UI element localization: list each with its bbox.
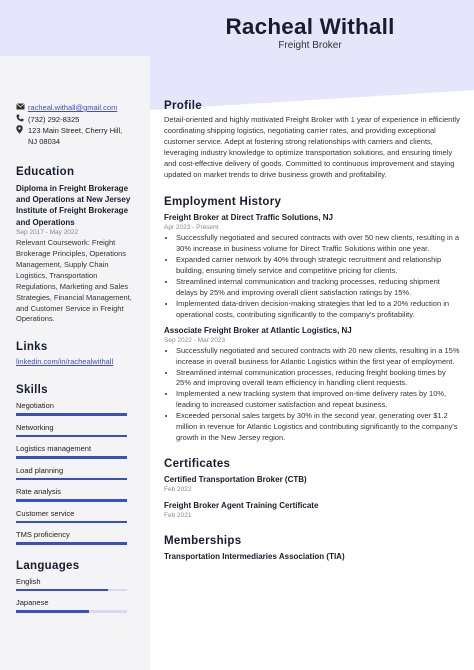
level-bar-track (16, 589, 127, 592)
certificate-title: Certified Transportation Broker (CTB) (164, 474, 307, 484)
skill-item (16, 423, 136, 445)
contact-address-row (16, 125, 136, 147)
envelope-icon (16, 102, 28, 113)
level-bar-track (16, 610, 127, 613)
contact-email-row (16, 102, 136, 113)
level-bar-fill (16, 413, 127, 416)
level-bar-track (16, 499, 127, 502)
languages-heading: Languages (16, 559, 80, 572)
candidate-title: Freight Broker (278, 40, 342, 51)
skills-heading: Skills (16, 384, 48, 397)
job-bullet: • Streamlined internal communication processes, reducing freight booking times by 25% and improving overall team efficiency in handling client requests. (176, 368, 460, 390)
language-item (16, 598, 136, 620)
address-line2: NJ 08034 (28, 137, 61, 146)
phone-number: (732) 292-8325 (28, 114, 80, 124)
certificate-title: Freight Broker Agent Training Certificate (164, 500, 319, 510)
level-bar-track (16, 456, 127, 459)
email-link[interactable]: racheal.withall@gmail.com (28, 103, 118, 112)
level-bar-track (16, 542, 127, 545)
language-item (16, 577, 136, 599)
certificate-date: Feb 2022 (164, 485, 192, 493)
languages-list (16, 577, 136, 620)
language-label: English (16, 576, 41, 586)
job-dates: Sep 2022 - Mar 2023 (164, 336, 226, 344)
sidebar-content (16, 102, 136, 620)
level-bar-fill (16, 456, 127, 459)
job-entry (164, 212, 460, 320)
language-label: Japanese (16, 598, 49, 608)
level-bar-fill (16, 589, 108, 592)
level-bar-fill (16, 435, 127, 438)
links-heading: Links (16, 341, 48, 354)
main-content (164, 100, 460, 562)
job-bullet: • Successfully negotiated and secured contracts with over 50 new clients, resulting in a 30% increase in business volume for Direct Traffic Solutions within one year. (176, 233, 460, 255)
contact-phone-row (16, 114, 136, 125)
level-bar-track (16, 435, 127, 438)
skill-label: Customer service (16, 508, 75, 518)
job-bullet: • Implemented data-driven decision-making strategies that led to a 20% reduction in operational costs, contributing significantly to the company's profitability. (176, 299, 460, 321)
skill-label: Rate analysis (16, 487, 62, 497)
job-bullet: • Exceeded personal sales targets by 30% in the second year, generating over $1.2 million in revenue for Atlantic Logistics and contributing significantly to the company's growth in the New Jersey region. (176, 411, 460, 444)
candidate-name: Racheal Withall (225, 14, 395, 39)
job-bullet: • Successfully negotiated and secured contracts with 20 new clients, resulting in a 15% increase in overall business for Atlantic Logistics within the first year of employment. (176, 346, 460, 368)
job-title: Freight Broker at Direct Traffic Solutions, NJ (164, 213, 333, 223)
memberships-heading: Memberships (164, 534, 242, 547)
membership-item: Transportation Intermediaries Association (TIA) (164, 551, 345, 561)
job-bullets (164, 233, 460, 320)
address (28, 125, 122, 147)
profile-text: Detail-oriented and highly motivated Freight Broker with 1 year of experience in efficiently coordinating shipping logistics, negotiating carrier rates, and providing exceptional customer service. Adept at fostering strong relationships with carriers and clients, leveraging industry knowledge to optimize transportation solutions, and ensuring timely and cost-effective delivery of goods. Committed to continuous improvement and staying updated on market trends to drive business growth and profitability. (164, 115, 460, 179)
skill-item (16, 444, 136, 466)
certificates-heading: Certificates (164, 457, 231, 470)
education-coursework: Relevant Coursework: Freight Brokerage Principles, Operations Management, Supply Chain Logistics, Transportation Regulations, Marketing and Sales Strategies, Financial Management, and Customer Service in Freight Operations. (16, 238, 132, 324)
education-dates: Sep 2017 - May 2022 (16, 229, 79, 237)
skill-item (16, 401, 136, 423)
job-entry (164, 325, 460, 444)
skill-item (16, 466, 136, 488)
skill-label: TMS proficiency (16, 530, 70, 540)
job-bullet: • Implemented a new tracking system that improved on-time delivery rates by 10%, leading to increased customer satisfaction and repeat business. (176, 389, 460, 411)
job-dates: Apr 2023 - Present (164, 224, 219, 232)
level-bar-fill (16, 610, 89, 613)
certificate-date: Feb 2021 (164, 511, 192, 519)
job-title: Associate Freight Broker at Atlantic Logistics, NJ (164, 325, 352, 335)
skills-list (16, 401, 136, 552)
phone-icon (16, 114, 28, 125)
job-bullet: • Streamlined internal communication and tracking processes, reducing shipment delays by 25% and improving overall client satisfaction ratings by 15%. (176, 277, 460, 299)
location-pin-icon (16, 125, 28, 137)
level-bar-fill (16, 478, 127, 481)
skill-label: Networking (16, 422, 54, 432)
level-bar-fill (16, 521, 127, 524)
level-bar-track (16, 478, 127, 481)
level-bar-fill (16, 542, 127, 545)
job-bullet: • Expanded carrier network by 40% through strategic recruitment and relationship building, ensuring timely service and competitive pricing for clients. (176, 255, 460, 277)
level-bar-fill (16, 499, 127, 502)
level-bar-track (16, 521, 127, 524)
skill-label: Load planning (16, 465, 64, 475)
skill-item (16, 509, 136, 531)
education-heading: Education (16, 165, 75, 178)
skill-item (16, 487, 136, 509)
employment-heading: Employment History (164, 196, 282, 209)
level-bar-track (16, 413, 127, 416)
education-degree: Diploma in Freight Brokerage and Operations at New Jersey Institute of Freight Brokerage and Operations (16, 183, 131, 227)
linkedin-link[interactable]: linkedin.com/in/rachealwithall (16, 357, 114, 367)
skill-label: Logistics management (16, 444, 92, 454)
skill-item (16, 530, 136, 552)
job-bullets (164, 346, 460, 444)
skill-label: Negotiation (16, 401, 54, 411)
address-line1: 123 Main Street, Cherry Hill, (28, 126, 123, 135)
profile-heading: Profile (164, 100, 202, 112)
